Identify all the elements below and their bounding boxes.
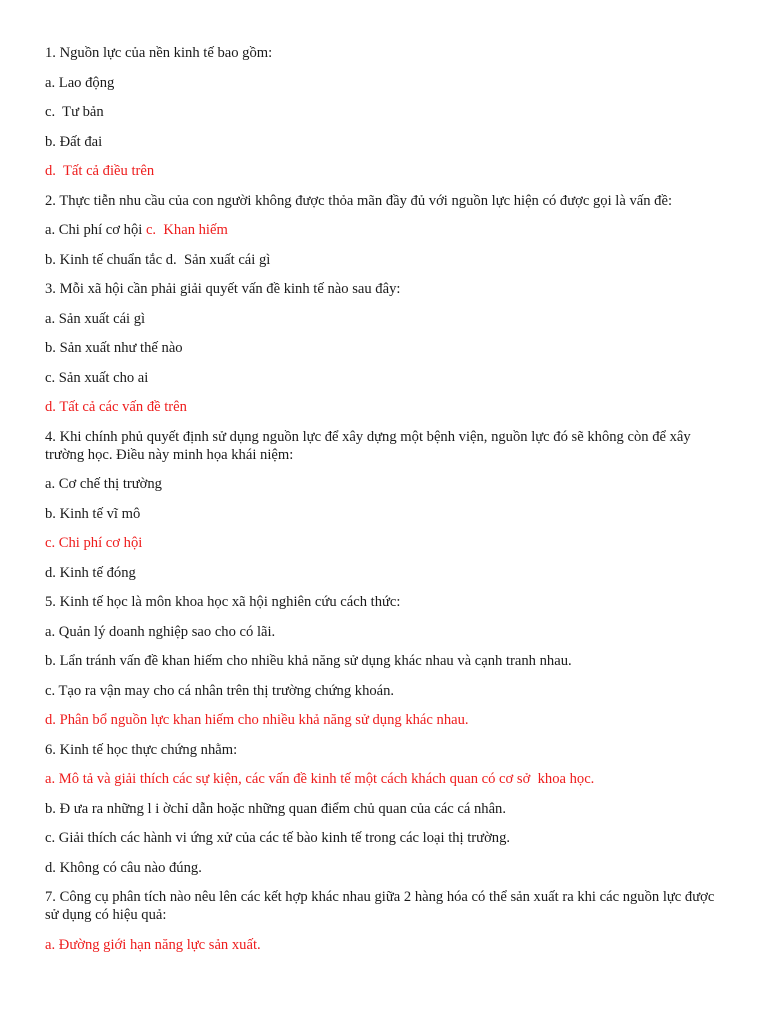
line-text: d. Tất cả các vấn đề trên xyxy=(45,399,187,415)
text-line xyxy=(45,652,725,670)
text-line xyxy=(45,475,725,493)
line-text: d. Không có câu nào đúng. xyxy=(45,859,202,876)
line-text: d. Phân bổ nguồn lực khan hiếm cho nhiều khả năng sử dụng khác nhau. xyxy=(45,712,469,728)
text-line xyxy=(45,859,725,877)
text-line xyxy=(45,888,725,924)
text-line xyxy=(45,369,725,387)
line-text: a. Chi phí cơ hội xyxy=(45,222,146,238)
line-text: a. Quản lý doanh nghiệp sao cho có lãi. xyxy=(45,623,276,640)
line-text: c. Tạo ra vận may cho cá nhân trên thị trường chứng khoán. xyxy=(45,682,395,699)
text-line xyxy=(45,741,725,759)
text-line xyxy=(45,192,725,210)
line-text: a. Mô tả và giải thích các sự kiện, các vấn đề kinh tế một cách khách quan có cơ sở khoa học. xyxy=(45,771,595,787)
answer-line-correct xyxy=(45,534,725,552)
line-text: c. Chi phí cơ hội xyxy=(45,535,143,551)
text-line xyxy=(45,251,725,269)
text-line xyxy=(45,74,725,92)
text-line xyxy=(45,339,725,357)
line-text: b. Sản xuất như thế nào xyxy=(45,340,183,356)
line-text: c. Tư bản xyxy=(45,104,104,120)
line-text: 6. Kinh tế học thực chứng nhằm: xyxy=(45,741,238,758)
line-text: d. Kinh tế đóng xyxy=(45,564,136,581)
line-text: 3. Mỗi xã hội cần phải giải quyết vấn đề kinh tế nào sau đây: xyxy=(45,281,401,297)
text-line xyxy=(45,800,725,818)
line-text: 2. Thực tiễn nhu cầu của con người không được thỏa mãn đầy đủ với nguồn lực hiện có được gọi là vấn đề: xyxy=(45,192,672,209)
text-line xyxy=(45,103,725,121)
text-line xyxy=(45,428,725,464)
line-text: b. Kinh tế vĩ mô xyxy=(45,505,141,522)
answer-line-correct xyxy=(45,398,725,416)
text-line xyxy=(45,829,725,847)
answer-line-correct xyxy=(45,936,725,954)
answer-line-correct xyxy=(45,162,725,180)
line-text: a. Cơ chế thị trường xyxy=(45,476,162,492)
text-line xyxy=(45,593,725,611)
line-text: 7. Công cụ phân tích nào nêu lên các kết hợp khác nhau giữa 2 hàng hóa có thể sản xuất ra khi các nguồn lực được sử dụng có hiệu quả: xyxy=(45,889,718,923)
line-text: 5. Kinh tế học là môn khoa học xã hội nghiên cứu cách thức: xyxy=(45,594,401,610)
answer-line-correct xyxy=(45,711,725,729)
text-line xyxy=(45,221,725,239)
document-page xyxy=(45,44,725,965)
answer-highlight: c. Khan hiếm xyxy=(145,222,228,238)
line-text: c. Sản xuất cho ai xyxy=(45,369,149,386)
line-text: a. Sản xuất cái gì xyxy=(45,310,146,327)
line-text: 1. Nguồn lực của nền kinh tế bao gồm: xyxy=(45,45,273,61)
line-text: b. Đ ưa ra những l i ờchỉ dẫn hoặc những quan điểm chủ quan của các cá nhân. xyxy=(45,800,506,817)
text-line xyxy=(45,44,725,62)
line-text: c. Giải thích các hành vi ứng xử của các tế bào kinh tế trong các loại thị trường. xyxy=(45,830,511,846)
line-text: 4. Khi chính phủ quyết định sử dụng nguồn lực để xây dựng một bệnh viện, nguồn lực đó sẽ không còn để xây trường học. Điều này minh họa khái niệm: xyxy=(45,428,695,463)
line-text: b. Đất đai xyxy=(45,133,103,150)
answer-line-correct xyxy=(45,770,725,788)
line-text: a. Đường giới hạn năng lực sản xuất. xyxy=(45,936,261,953)
line-text: b. Kinh tế chuẩn tắc d. Sản xuất cái gì xyxy=(45,251,271,268)
text-line xyxy=(45,133,725,151)
text-line xyxy=(45,310,725,328)
text-line xyxy=(45,682,725,700)
text-line xyxy=(45,505,725,523)
line-text: d. Tất cả điều trên xyxy=(45,163,155,179)
text-line xyxy=(45,280,725,298)
line-text: a. Lao động xyxy=(45,74,115,91)
text-line xyxy=(45,564,725,582)
text-line xyxy=(45,623,725,641)
line-text: b. Lẩn tránh vấn đề khan hiếm cho nhiều khả năng sử dụng khác nhau và cạnh tranh nhau. xyxy=(45,653,572,669)
